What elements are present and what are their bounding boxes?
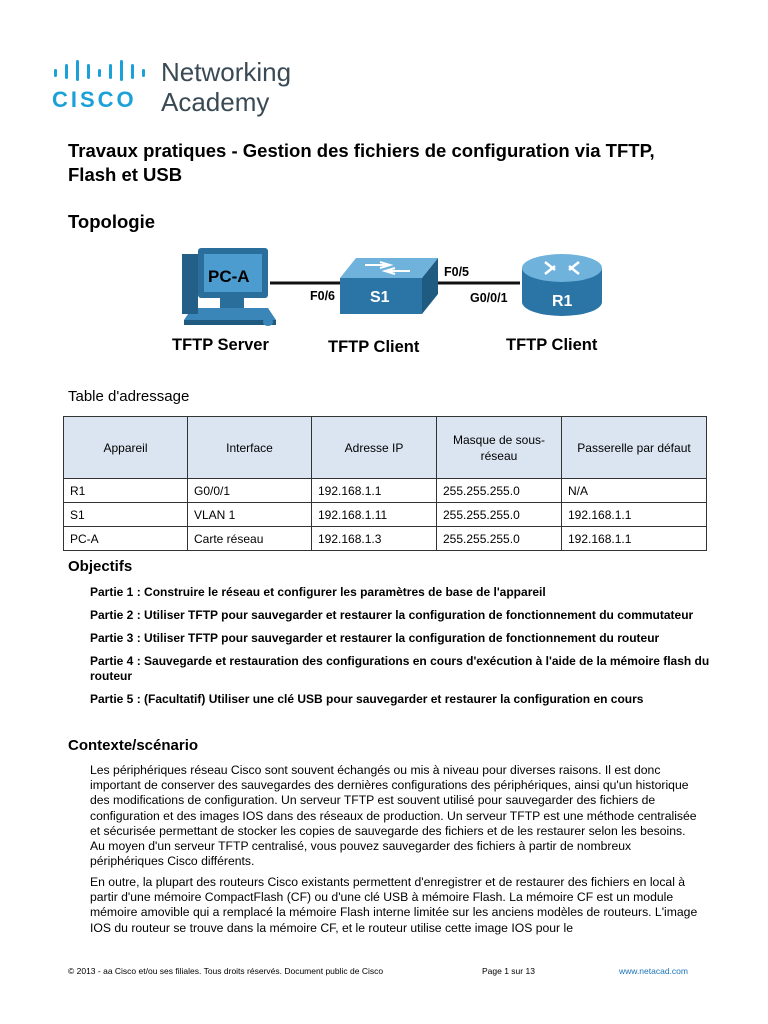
table-cell: PC-A xyxy=(64,527,188,551)
table-cell: G0/0/1 xyxy=(188,479,312,503)
address-table xyxy=(63,416,707,551)
topology-diagram xyxy=(160,240,620,365)
brand-line-2: Academy xyxy=(161,87,270,117)
table-cell: R1 xyxy=(64,479,188,503)
table-row xyxy=(64,503,707,527)
objective-item: Partie 3 : Utiliser TFTP pour sauvegarder et restaurer la configuration de fonctionnement du routeur xyxy=(90,631,660,645)
pc-label: PC-A xyxy=(208,267,250,286)
port-f06: F0/6 xyxy=(310,289,336,303)
table-header: Interface xyxy=(188,417,312,479)
table-row xyxy=(64,479,707,503)
table-cell: 192.168.1.11 xyxy=(312,503,437,527)
table-cell: 192.168.1.3 xyxy=(312,527,437,551)
cisco-wordmark: CISCO xyxy=(52,87,137,112)
table-header: Passerelle par défaut xyxy=(562,417,707,479)
cisco-networking-academy-logo xyxy=(52,58,312,118)
context-paragraph: En outre, la plupart des routeurs Cisco existants permettent d'enregistrer et de restaurer des fichiers en local à partir d'une mémoire CompactFlash (CF) ou d'une clé USB à mémoire Flash. La mémoire CF est un module mémoire amovible qui a remplacé la mémoire Flash interne limitée sur les anciens modèles de routeurs. L'image IOS du routeur se trouve dans la mémoire CF, et le routeur utilise cette image IOS pour le xyxy=(90,875,698,935)
caption-switch: TFTP Client xyxy=(328,338,420,356)
caption-router: TFTP Client xyxy=(506,336,598,354)
port-f05: F0/5 xyxy=(444,265,470,279)
context-heading: Contexte/scénario xyxy=(68,737,199,754)
document-title: Travaux pratiques - Gestion des fichiers de configuration via TFTP, Flash et USB xyxy=(68,140,655,185)
objectives-list xyxy=(90,585,710,715)
table-row xyxy=(64,527,707,551)
address-table-heading: Table d'adressage xyxy=(68,388,190,405)
table-cell: N/A xyxy=(562,479,707,503)
objective-item: Partie 1 : Construire le réseau et configurer les paramètres de base de l'appareil xyxy=(90,585,546,599)
objective-item: Partie 2 : Utiliser TFTP pour sauvegarder et restaurer la configuration de fonctionnement du commutateur xyxy=(90,608,694,622)
pc-icon xyxy=(182,248,276,326)
objectives-heading: Objectifs xyxy=(68,558,133,575)
table-cell: 255.255.255.0 xyxy=(437,503,562,527)
table-cell: 255.255.255.0 xyxy=(437,479,562,503)
footer-page-number: Page 1 sur 13 xyxy=(482,966,535,976)
table-cell: 255.255.255.0 xyxy=(437,527,562,551)
table-cell: S1 xyxy=(64,503,188,527)
footer-link[interactable]: www.netacad.com xyxy=(619,966,688,976)
table-header: Masque de sous-réseau xyxy=(437,417,562,479)
table-cell: 192.168.1.1 xyxy=(562,527,707,551)
table-header-row xyxy=(64,417,707,479)
router-label: R1 xyxy=(552,293,573,310)
context-paragraph: Les périphériques réseau Cisco sont souvent échangés ou mis à niveau pour diverses raisons. Il est donc important de conserver des sauvegardes des dernières configurations des périphériques, ainsi qu'un historique des modifications de configuration. Un serveur TFTP est souvent utilisé pour sauvegarder des fichiers de configuration et des images IOS dans des réseaux de production. Un serveur TFTP est une méthode centralisée et sécurisée permettant de stocker les copies de sauvegarde des fichiers et de les restaurer selon les besoins. Au moyen d'un serveur TFTP centralisé, vous pouvez sauvegarder des fichiers à partir de nombreux périphériques Cisco différents. xyxy=(90,763,697,869)
brand-line-1: Networking xyxy=(161,57,292,87)
switch-label: S1 xyxy=(370,289,390,306)
table-cell: Carte réseau xyxy=(188,527,312,551)
cisco-bridge-icon xyxy=(52,58,152,82)
footer-copyright: © 2013 - aa Cisco et/ou ses filiales. Tous droits réservés. Document public de Cisco xyxy=(68,966,384,976)
port-g001: G0/0/1 xyxy=(470,291,508,305)
table-header: Adresse IP xyxy=(312,417,437,479)
table-cell: VLAN 1 xyxy=(188,503,312,527)
objective-item: Partie 4 : Sauvegarde et restauration des configurations en cours d'exécution à l'aide de la mémoire flash du routeur xyxy=(90,654,710,683)
topology-heading: Topologie xyxy=(68,211,155,232)
table-header: Appareil xyxy=(64,417,188,479)
table-cell: 192.168.1.1 xyxy=(562,503,707,527)
objective-item: Partie 5 : (Facultatif) Utiliser une clé USB pour sauvegarder et restaurer la configuration en cours xyxy=(90,692,644,706)
table-cell: 192.168.1.1 xyxy=(312,479,437,503)
caption-pc: TFTP Server xyxy=(172,336,269,354)
